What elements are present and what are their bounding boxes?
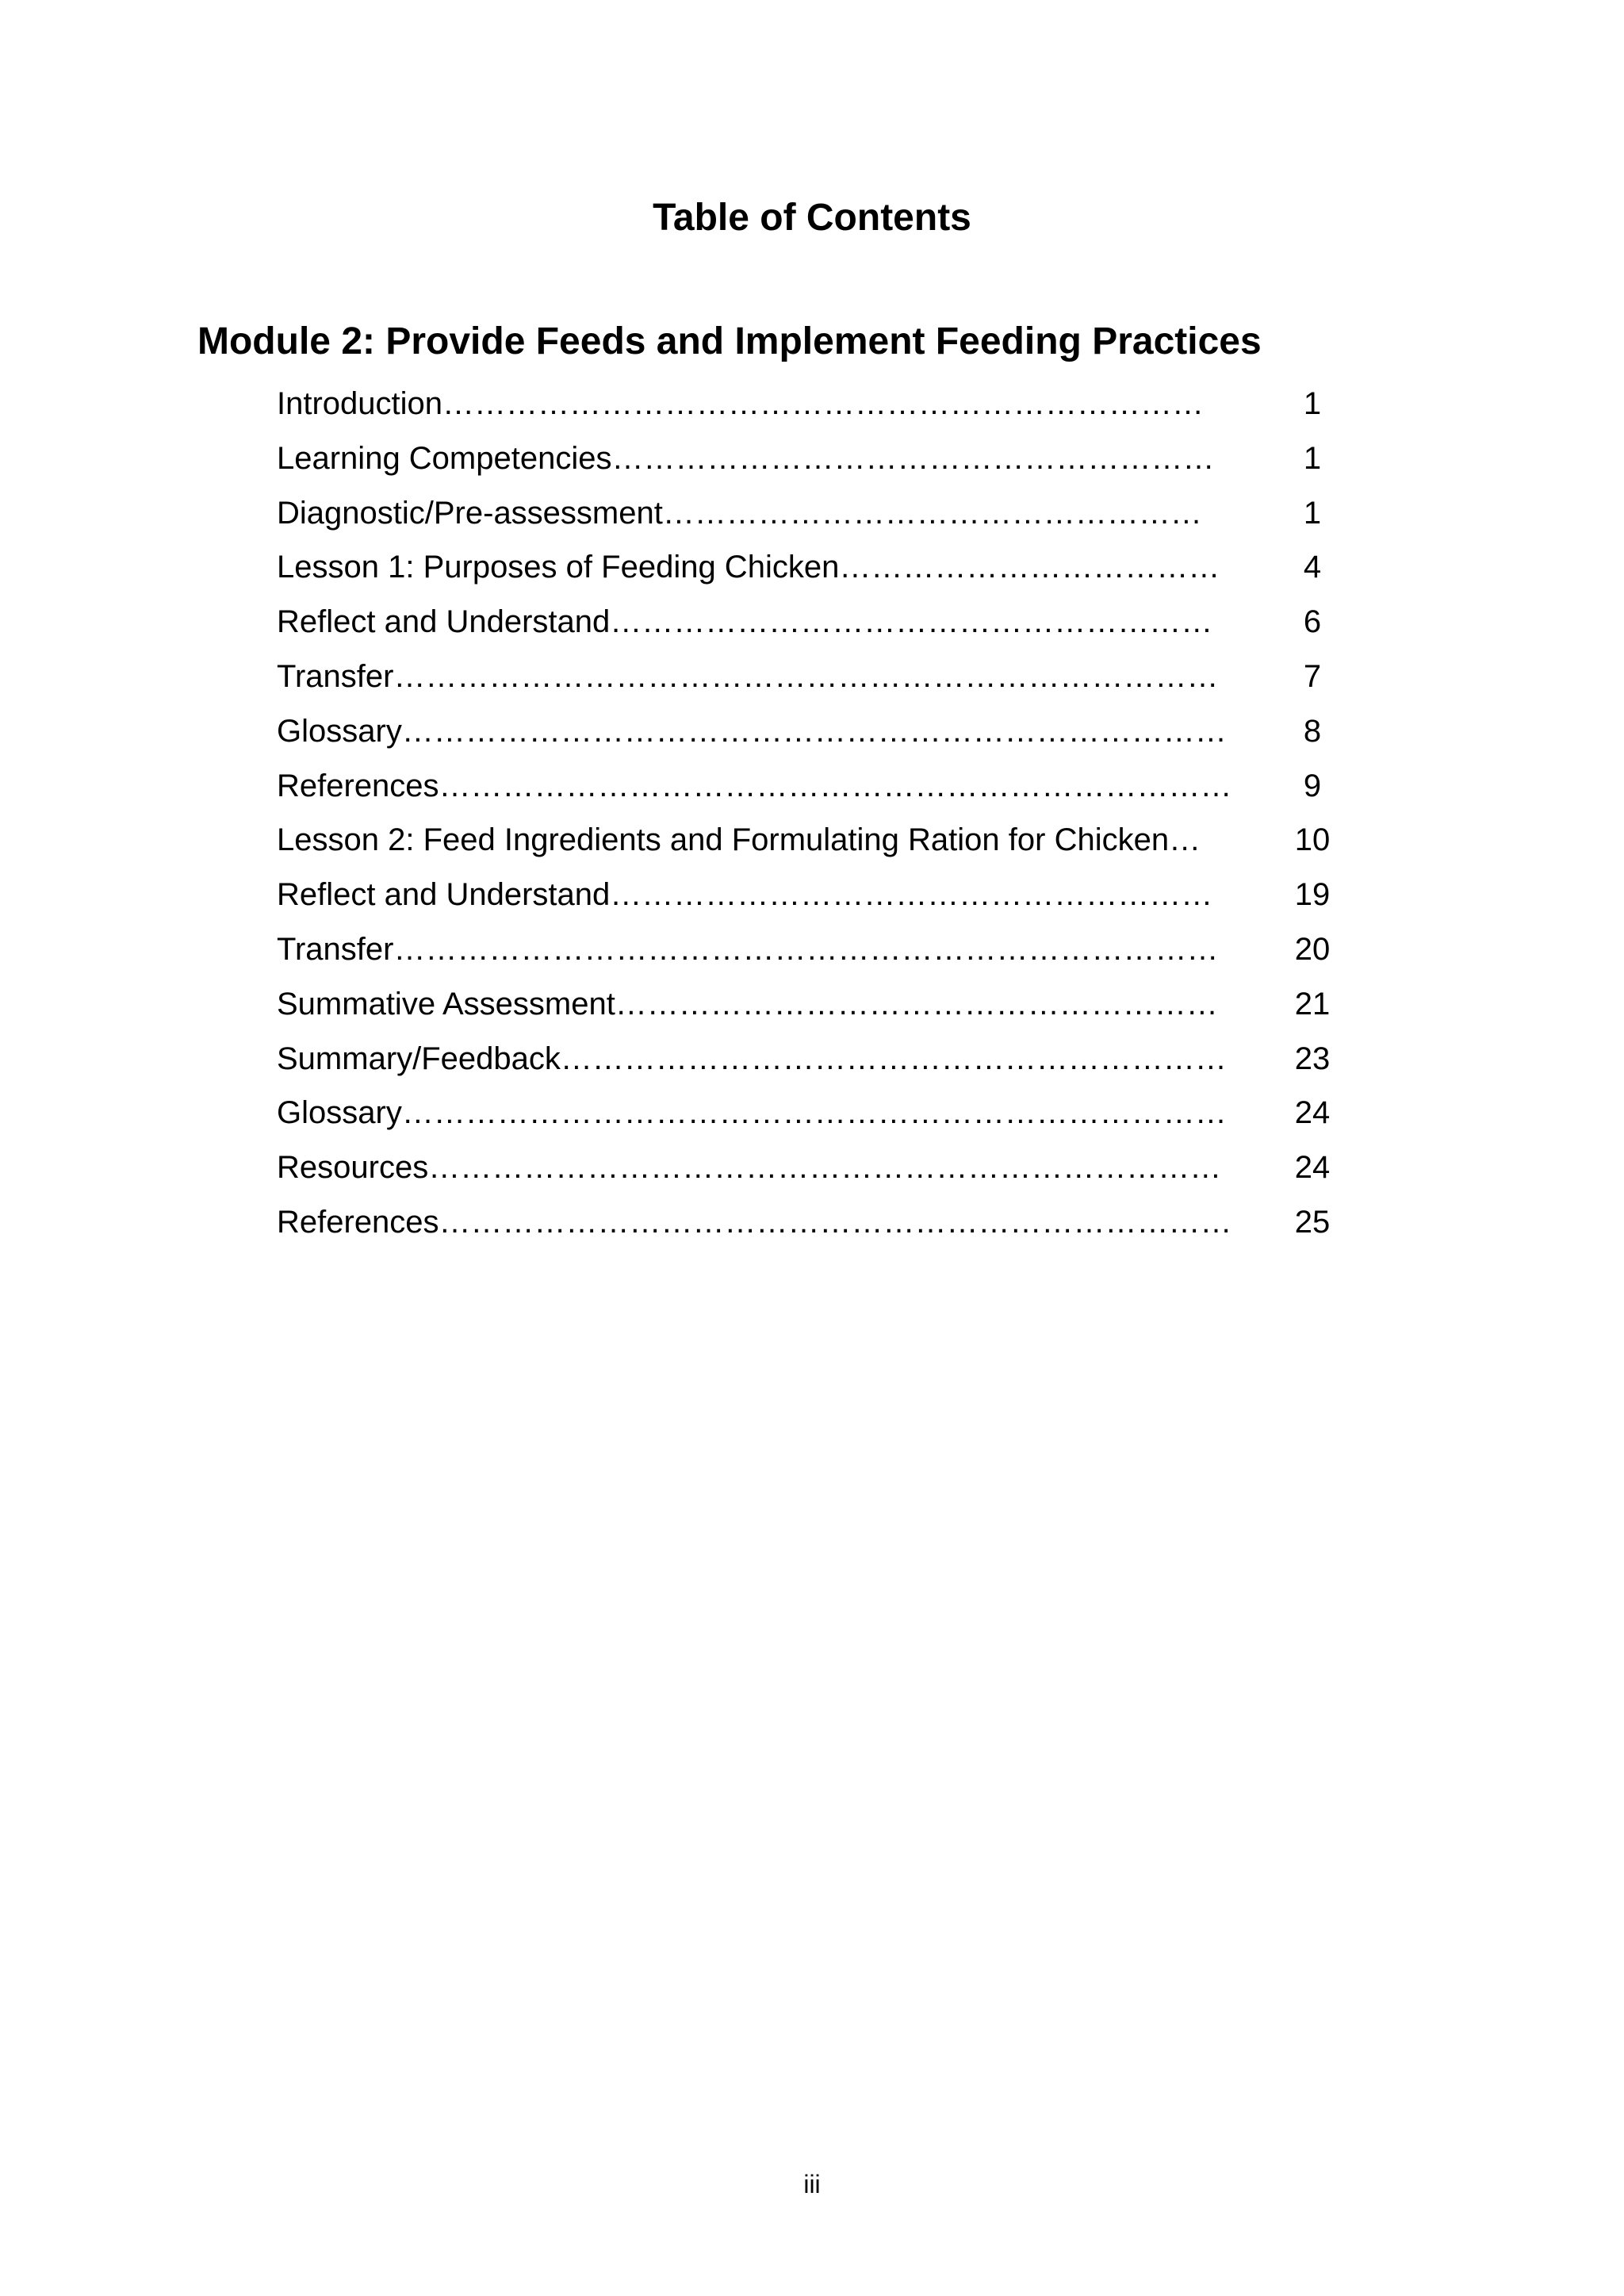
toc-entry[interactable] — [277, 650, 1339, 704]
toc-entry-page: 24 — [1294, 1095, 1331, 1131]
toc-entry-title: Introduction……………………………………………………………… — [277, 386, 1205, 421]
toc-entry-title: Learning Competencies………………………………………………… — [277, 440, 1215, 476]
toc-entry-page: 1 — [1303, 440, 1322, 476]
toc-entry[interactable] — [277, 1032, 1339, 1087]
toc-entry-title: Glossary…………………………………………………………………… — [277, 713, 1227, 749]
toc-entry[interactable] — [277, 1195, 1339, 1250]
toc-entry-page: 1 — [1303, 386, 1322, 421]
toc-entry-title: Resources………………………………………………………………… — [277, 1150, 1222, 1186]
toc-entry[interactable] — [277, 486, 1339, 541]
toc-entry-title: Glossary…………………………………………………………………… — [277, 1095, 1227, 1131]
toc-entry[interactable] — [277, 759, 1339, 814]
toc-entry[interactable] — [277, 1086, 1339, 1140]
toc-entry-title: Summative Assessment………………………………………………… — [277, 986, 1218, 1022]
toc-entry-page: 21 — [1294, 986, 1331, 1022]
toc-entry-title: Reflect and Understand………………………………………………… — [277, 604, 1213, 640]
toc-entry-title: Diagnostic/Pre-assessment…………………………………………… — [277, 495, 1202, 531]
toc-entry-page: 1 — [1303, 495, 1322, 531]
toc-entry[interactable] — [277, 977, 1339, 1032]
toc-entry[interactable] — [277, 704, 1339, 759]
toc-entry[interactable] — [277, 868, 1339, 922]
toc-title: Table of Contents — [653, 197, 971, 239]
toc-entry-title: Transfer…………………………………………………………………… — [277, 658, 1219, 694]
toc-entry-title: References………………………………………………………………… — [277, 1204, 1232, 1240]
toc-entry-page: 19 — [1294, 877, 1331, 913]
toc-entry-title: Lesson 2: Feed Ingredients and Formulating Ration for Chicken… — [277, 822, 1201, 858]
toc-entry[interactable] — [277, 1140, 1339, 1195]
toc-list — [277, 377, 1339, 1250]
toc-entry-page: 10 — [1294, 822, 1331, 858]
toc-entry-page: 20 — [1294, 931, 1331, 967]
toc-entry-page: 8 — [1303, 713, 1322, 749]
toc-entry-page: 9 — [1303, 768, 1322, 803]
toc-entry-page: 4 — [1303, 550, 1322, 585]
toc-entry-page: 25 — [1294, 1204, 1331, 1240]
toc-entry-title: Transfer…………………………………………………………………… — [277, 931, 1219, 967]
toc-entry-title: Lesson 1: Purposes of Feeding Chicken……………………………… — [277, 550, 1220, 585]
toc-entry[interactable] — [277, 377, 1339, 431]
page-number: iii — [803, 2170, 821, 2198]
toc-entry-title: Reflect and Understand………………………………………………… — [277, 877, 1213, 913]
toc-entry[interactable] — [277, 431, 1339, 486]
toc-entry[interactable] — [277, 595, 1339, 650]
toc-entry-page: 6 — [1303, 604, 1322, 640]
toc-entry-title: Summary/Feedback……………………………………………………… — [277, 1041, 1227, 1076]
toc-entry-page: 23 — [1294, 1041, 1331, 1076]
toc-entry-page: 24 — [1294, 1150, 1331, 1186]
toc-entry[interactable] — [277, 813, 1339, 868]
toc-entry-page: 7 — [1303, 658, 1322, 694]
toc-entry[interactable] — [277, 540, 1339, 595]
toc-entry-title: References………………………………………………………………… — [277, 768, 1232, 803]
module-heading: Module 2: Provide Feeds and Implement Feeding Practices — [197, 320, 1262, 362]
toc-entry[interactable] — [277, 922, 1339, 977]
